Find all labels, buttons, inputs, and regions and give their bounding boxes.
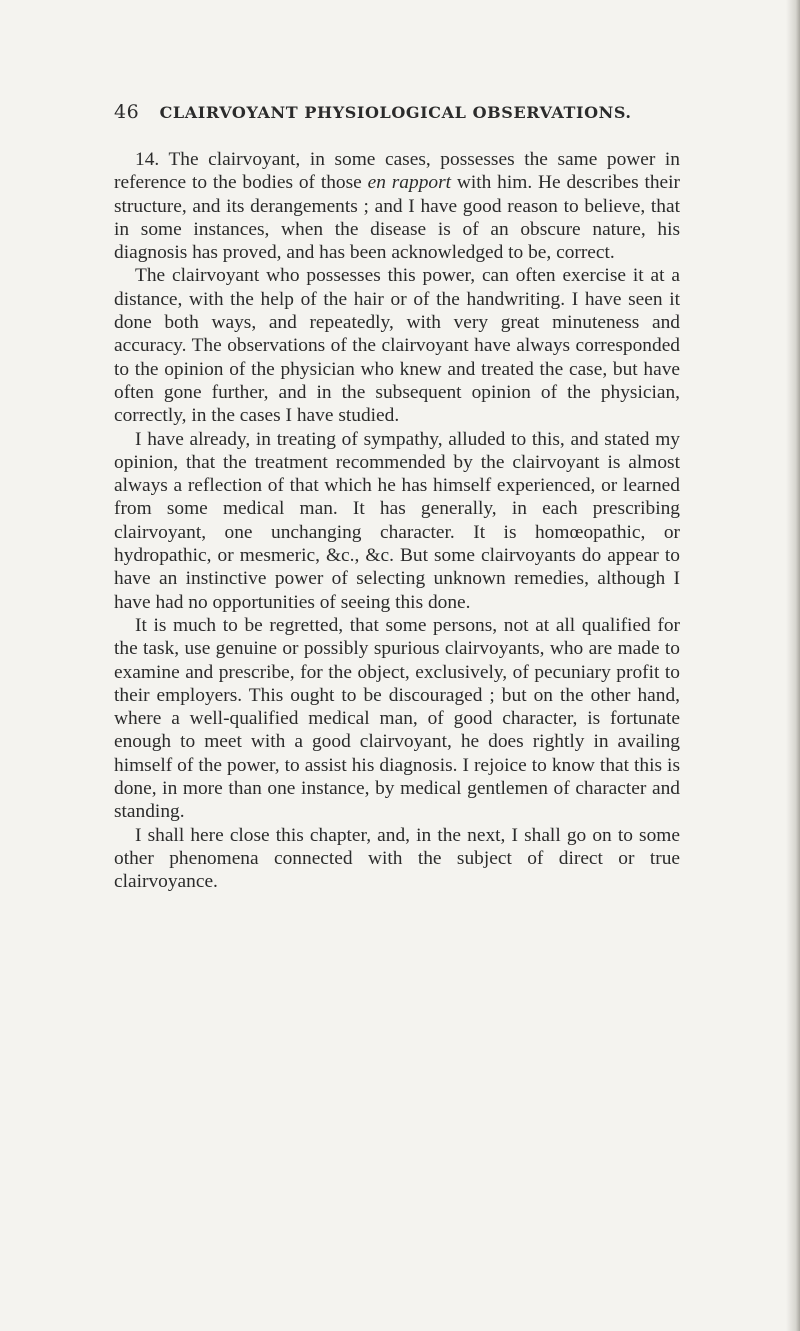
paragraph-4: It is much to be regretted, that some persons, not at all qualified for the task, use genuine or possibly spurious clairvoyants, who are made to examine and prescribe, for the object, exclusively, of pecuniary profit to their employers. This ought to be discouraged ; but on the other hand, where a well-qualified medical man, of good character, is fortunate enough to meet with a good clairvoyant, he does rightly in availing himself of the power, to assist his diagnosis. I rejoice to know that this is done, in more than one instance, by medical gentlemen of character and standing. xyxy=(114,614,680,823)
page-edge-shadow xyxy=(786,0,800,1331)
paragraph-1-end: with him. He describes their structure, and its derangements ; and I have good reason to believe, that in some instances, when the disease is of an obscure nature, his diagnosis has proved, and has been acknowledged to be, correct. xyxy=(114,172,681,264)
body-text xyxy=(114,148,680,894)
paragraph-1-start: 14. The clairvoyant, in some cases, possesses the same power in reference to the bodies of those xyxy=(114,149,680,194)
page-header xyxy=(114,100,714,124)
paragraph-2: The clairvoyant who possesses this power, can often exercise it at a distance, with the help of the hair or of the handwriting. I have seen it done both ways, and repeatedly, with very great minuteness and accuracy. The observations of the clairvoyant have always corresponded to the opinion of the physician who knew and treated the case, but have often gone further, and in the subsequent opinion of the physician, correctly, in the cases I have studied. xyxy=(114,265,680,427)
paragraph-1 xyxy=(114,148,680,264)
italic-phrase: en rapport xyxy=(367,172,452,194)
running-title: CLAIRVOYANT PHYSIOLOGICAL OBSERVATIONS. xyxy=(159,103,632,122)
paragraph-3: I have already, in treating of sympathy, alluded to this, and stated my opinion, that the treatment recommended by the clairvoyant is almost always a reflection of that which he has himself experienced, or learned from some medical man. It has generally, in each prescribing clairvoyant, one unchanging character. It is homœopathic, or hydropathic, or mesmeric, &c., &c. But some clairvoyants do appear to have an instinctive power of selecting unknown remedies, although I have had no opportunities of seeing this done. xyxy=(114,428,680,613)
page-number: 46 xyxy=(114,101,140,123)
paragraph-5: I shall here close this chapter, and, in the next, I shall go on to some other phenomena connected with the subject of direct or true clairvoyance. xyxy=(114,824,680,893)
